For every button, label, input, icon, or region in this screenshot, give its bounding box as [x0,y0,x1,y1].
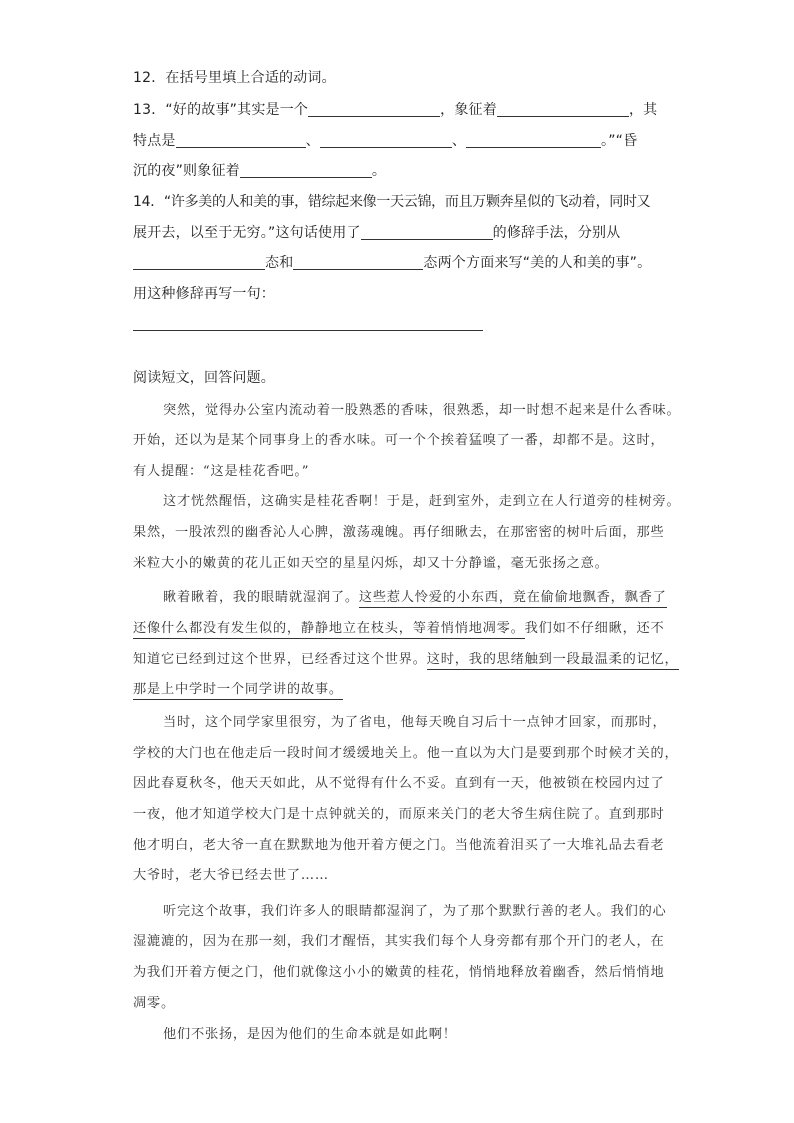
para-6-line: 他们不张扬，是因为他们的生命本就是如此啊！ [163,1027,457,1042]
q13-text: 沉的夜”则象征着 [133,163,240,179]
q13-text: 。”“昏 [601,133,638,149]
answer-blank[interactable] [361,225,493,240]
answer-blank[interactable] [466,133,601,148]
para-3-text: 瞅着瞅着，我的眼睛就湿润了。 [163,590,359,605]
answer-blank[interactable] [320,133,452,148]
para-5-line: 听完这个故事，我们许多人的眼睛都湿润了，为了那个默默行善的老人。我们的心 [163,904,667,919]
para-3-text: 知道它已经到过这个世界，已经香过这个世界。 [133,652,427,667]
para-4-line: 他才明白，老大爷一直在默默地为他开着方便之门。当他流着泪买了一大堆礼品去看老 [133,838,665,853]
para-1-line: 开始，还以为是某个同事身上的香水味。可一个个挨着猛嗅了一番，却都不是。这时， [133,433,665,448]
para-4-line: 一夜，他才知道学校大门是十点钟就关的，而原来关门的老大爷生病住院了。直到那时 [133,807,665,822]
question-13-line-1 [133,100,657,120]
q13-text: ，象征着 [440,102,497,118]
para-5-line: 凋零。 [133,996,175,1011]
para-5-line: 湿漉漉的，因为在那一刻，我们才醒悟，其实我们每个人身旁都有那个开门的老人，在 [133,934,665,949]
underlined-sentence: 还像什么都没有发生似的，静静地立在枝头，等着悄悄地凋零。 [133,621,525,639]
answer-blank[interactable] [176,133,306,148]
question-14-line-3 [133,253,651,273]
answer-blank[interactable] [240,163,372,178]
q14-text: 态两个方面来写“美的人和美的事”。 [423,255,652,271]
answer-blank[interactable] [308,102,440,117]
para-1-line: 突然，觉得办公室内流动着一股熟悉的香味，很熟悉，却一时想不起来是什么香味。 [163,403,681,418]
para-4-line: 大爷时，老大爷已经去世了…… [133,868,329,883]
para-4-line: 因此春夏秋冬，他天天如此，从不觉得有什么不妥。直到有一天，他被锁在校园内过了 [133,776,665,791]
q13-text: ，其 [628,102,658,118]
underlined-sentence: 这些惹人怜爱的小东西，竟在偷偷地飘香，飘香了 [359,590,667,608]
answer-blank[interactable] [497,102,629,117]
para-2-line: 米粒大小的嫩黄的花儿正如天空的星星闪烁，却又十分静谧，毫无张扬之意。 [133,556,609,571]
para-3-line [163,588,667,608]
q14-text: 的修辞手法，分别从 [492,225,621,241]
reading-instruction: 阅读短文，回答问题。 [133,370,275,386]
question-13-line-3 [133,161,386,181]
question-14-line-2 [133,223,620,243]
q13-text: 13．“好的故事”其实是一个 [133,102,309,118]
q13-text: 特点是 [133,133,176,149]
q14-text: 态和 [265,255,294,271]
q14-text: 展开去，以至于无穷。”这句话使用了 [133,225,361,241]
underlined-sentence: 这时，我的思绪触到一段最温柔的记忆， [427,652,679,670]
para-5-line: 为我们开着方便之门，他们就像这小小的嫩黄的桂花，悄悄地释放着幽香，然后悄悄地 [133,965,665,980]
q13-text: 。 [371,163,387,179]
para-1-line: 有人提醒：“这是桂花香吧。” [133,464,310,479]
para-4-line: 当时，这个同学家里很穷，为了省电，他每天晚自习后十一点钟才回家，而那时， [163,715,667,730]
para-2-line: 果然，一股浓烈的幽香沁人心脾，激荡魂魄。再仔细瞅去，在那密密的树叶后面，那些 [133,525,665,540]
answer-blank[interactable] [293,255,423,270]
q13-text: 、 [451,133,467,149]
answer-blank[interactable] [133,255,265,270]
underlined-sentence: 那是上中学时一个同学讲的故事。 [133,682,343,700]
para-3-text: 我们如不仔细瞅，还不 [524,621,665,636]
para-4-line: 学校的大门也在他走后一段时间才缓缓地关上。他一直以为大门是要到那个时候才关的， [133,746,679,761]
answer-line[interactable] [133,330,483,331]
question-13-line-2 [133,131,637,151]
q13-text: 、 [305,133,320,149]
para-2-line: 这才恍然醒悟，这确实是桂花香啊！于是，赶到室外，走到立在人行道旁的桂树旁。 [163,494,681,509]
question-12: 12．在括号里填上合适的动词。 [133,70,336,86]
para-3-line [133,619,665,639]
question-14-line-4: 用这种修辞再写一句： [133,286,275,302]
question-14-line-1: 14．“许多美的人和美的事，错综起来像一天云锦，而且万颗奔星似的飞动着，同时又 [133,194,651,210]
para-3-line [133,650,679,670]
para-3-line [133,680,343,700]
